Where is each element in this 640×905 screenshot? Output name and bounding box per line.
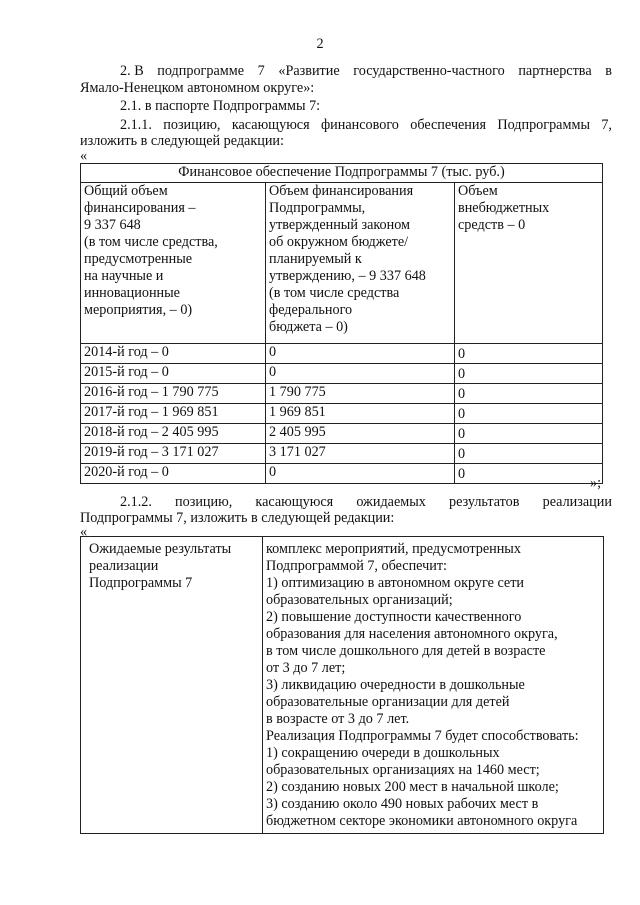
intro-word: 2.1.1. xyxy=(120,117,152,133)
extra-cell: 0 xyxy=(455,424,603,444)
budget-cell: 2 405 995 xyxy=(266,424,455,444)
section2-word: ожидаемых xyxy=(356,494,426,510)
budget-cell: 0 xyxy=(266,464,455,484)
cell-line: бюджетном секторе экономики автономного округа xyxy=(266,813,578,829)
extra-cell: 0 xyxy=(455,384,603,404)
cell-line: комплекс мероприятий, предусмотренных xyxy=(266,541,521,557)
cell-line: Объем xyxy=(458,183,498,199)
extrabudget-cell xyxy=(455,183,603,344)
cell-line: 3) ликвидацию очередности в дошкольные xyxy=(266,677,525,693)
cell-line: Подпрограммы 7 xyxy=(89,575,193,591)
budget-cell: 3 171 027 xyxy=(266,444,455,464)
cell-line: 9 337 648 xyxy=(84,217,141,233)
section2-word: результатов xyxy=(449,494,520,510)
intro-word: 7 xyxy=(257,63,265,79)
finance-table xyxy=(80,163,603,484)
cell-line: Общий объем xyxy=(84,183,168,199)
cell-line: образовательных организаций; xyxy=(266,592,453,608)
cell-line: от 3 до 7 лет; xyxy=(266,660,346,676)
section2-word: реализации xyxy=(542,494,612,510)
cell-line: образования для населения автономного округа, xyxy=(266,626,558,642)
intro-word: государственно-частного xyxy=(353,63,505,79)
intro-word: «Развитие xyxy=(278,63,340,79)
extra-cell: 0 xyxy=(455,404,603,424)
intro-word: 2. В xyxy=(120,63,144,79)
cell-line: утверждению, – 9 337 648 xyxy=(269,268,426,284)
cell-line: в возрасте от 3 до 7 лет. xyxy=(266,711,410,727)
year-cell: 2016-й год – 1 790 775 xyxy=(81,384,266,404)
cell-line: бюджета – 0) xyxy=(269,319,348,335)
cell-line: Подпрограммой 7, обеспечит: xyxy=(266,558,447,574)
cell-line: 1) сокращению очереди в дошкольных xyxy=(266,745,500,761)
extra-cell: 0 xyxy=(455,344,603,364)
intro-line-5: изложить в следующей редакции: xyxy=(80,133,284,149)
cell-line: федерального xyxy=(269,302,353,318)
extra-cell: 0 xyxy=(455,464,603,484)
budget-cell: 0 xyxy=(266,364,455,384)
intro-word: 7, xyxy=(601,117,612,133)
budget-cell: 1 969 851 xyxy=(266,404,455,424)
cell-line: планируемый к xyxy=(269,251,362,267)
cell-line: утвержденный законом xyxy=(269,217,411,233)
budget-cell: 1 790 775 xyxy=(266,384,455,404)
cell-line: (в том числе средства, xyxy=(84,234,218,250)
cell-line: 3) созданию около 490 новых рабочих мест в xyxy=(266,796,539,812)
cell-line: Объем финансирования xyxy=(269,183,414,199)
finance-table-title: Финансовое обеспечение Подпрограммы 7 (тыс. руб.) xyxy=(81,164,603,183)
results-table xyxy=(80,536,604,834)
cell-line: финансирования – xyxy=(84,200,196,216)
intro-word: партнерства xyxy=(518,63,592,79)
section2-line-1 xyxy=(120,494,612,511)
intro-word: обеспечения xyxy=(410,117,486,133)
cell-line: образовательные организации для детей xyxy=(266,694,510,710)
section2-word: касающуюся xyxy=(255,494,334,510)
page-number: 2 xyxy=(316,36,324,52)
budget-cell: 0 xyxy=(266,344,455,364)
table-row xyxy=(81,344,603,364)
year-cell: 2014-й год – 0 xyxy=(81,344,266,364)
cell-line: об окружном бюджете/ xyxy=(269,234,409,250)
table-row xyxy=(81,444,603,464)
intro-word: в xyxy=(605,63,612,79)
year-cell: 2017-й год – 1 969 851 xyxy=(81,404,266,424)
intro-word: позицию, xyxy=(163,117,221,133)
cell-line: мероприятия, – 0) xyxy=(84,302,193,318)
budget-funding-cell xyxy=(266,183,455,344)
intro-line-4 xyxy=(120,117,612,134)
cell-line: Реализация Подпрограммы 7 будет способствовать: xyxy=(266,728,579,744)
year-cell: 2019-й год – 3 171 027 xyxy=(81,444,266,464)
open-quote-1: « xyxy=(80,148,88,164)
section2-word: позицию, xyxy=(175,494,233,510)
section2-word: 2.1.2. xyxy=(120,494,152,510)
intro-word: касающуюся xyxy=(231,117,310,133)
close-quote-1: »; xyxy=(590,475,602,491)
cell-line: средств – 0 xyxy=(458,217,526,233)
cell-line: внебюджетных xyxy=(458,200,550,216)
year-cell: 2020-й год – 0 xyxy=(81,464,266,484)
extra-cell: 0 xyxy=(455,364,603,384)
cell-line: 2) созданию новых 200 мест в начальной школе; xyxy=(266,779,559,795)
cell-line: Ожидаемые результаты xyxy=(89,541,232,557)
intro-word: Подпрограммы xyxy=(497,117,590,133)
cell-line: 2) повышение доступности качественного xyxy=(266,609,522,625)
intro-word: финансового xyxy=(320,117,399,133)
cell-line: образовательных организациях на 1460 мест; xyxy=(266,762,540,778)
table-row xyxy=(81,404,603,424)
table-row xyxy=(81,384,603,404)
cell-line: в том числе дошкольного для детей в возрасте xyxy=(266,643,546,659)
table-row xyxy=(81,424,603,444)
intro-line-1 xyxy=(120,63,612,80)
section2-line-2: Подпрограммы 7, изложить в следующей редакции: xyxy=(80,510,395,526)
intro-line-2: Ямало-Ненецком автономном округе»: xyxy=(80,80,315,96)
cell-line: предусмотренные xyxy=(84,251,193,267)
year-cell: 2015-й год – 0 xyxy=(81,364,266,384)
cell-line: на научные и xyxy=(84,268,164,284)
intro-line-3: 2.1. в паспорте Подпрограммы 7: xyxy=(120,98,321,114)
results-label-cell xyxy=(81,537,263,834)
results-content-cell xyxy=(263,537,604,834)
year-cell: 2018-й год – 2 405 995 xyxy=(81,424,266,444)
cell-line: (в том числе средства xyxy=(269,285,400,301)
table-row xyxy=(81,464,603,484)
total-funding-cell xyxy=(81,183,266,344)
intro-word: подпрограмме xyxy=(157,63,245,79)
cell-line: инновационные xyxy=(84,285,180,301)
open-quote-2: « xyxy=(80,524,88,540)
cell-line: Подпрограммы, xyxy=(269,200,366,216)
cell-line: 1) оптимизацию в автономном округе сети xyxy=(266,575,524,591)
cell-line: реализации xyxy=(89,558,159,574)
table-row xyxy=(81,364,603,384)
extra-cell: 0 xyxy=(455,444,603,464)
